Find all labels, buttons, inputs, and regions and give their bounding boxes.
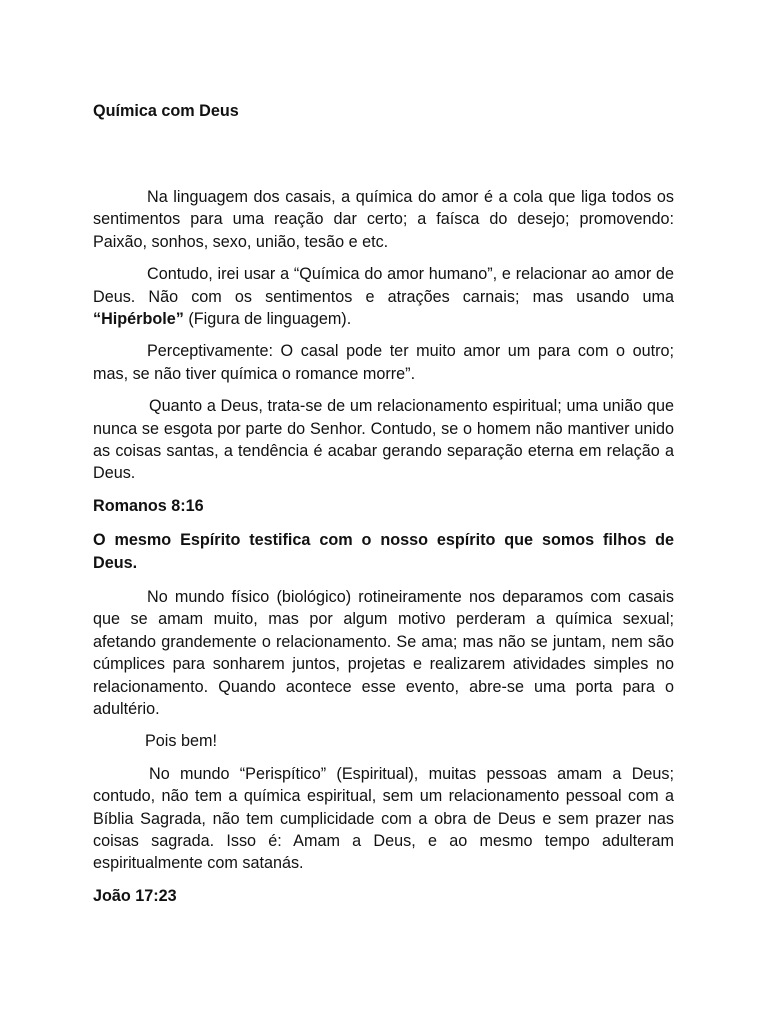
scripture-verse: O mesmo Espírito testifica com o nosso espírito que somos filhos de Deus. (93, 530, 674, 572)
paragraph-7: No mundo “Perispítico” (Espiritual), muitas pessoas amam a Deus; contudo, não tem a química espiritual, sem um relacionamento pessoal com a Bíblia Sagrada, não tem cumplicidade com a obra de Deus e sem prazer nas coisas sagrada. Isso é: Amam a Deus, e ao mesmo tempo adulteram espiritualmente com satanás. (93, 764, 674, 873)
paragraph-2-text-a: Contudo, irei usar a “Química do amor humano”, e relacionar ao amor de Deus. Não com os sentimentos e atrações carnais; mas usando uma (93, 265, 674, 306)
paragraph-3: Perceptivamente: O casal pode ter muito amor um para com o outro; mas, se não tiver química o romance morre”. (93, 342, 674, 383)
paragraph-2 (93, 263, 674, 330)
scripture-reference-joao: João 17:23 (93, 886, 177, 905)
paragraph-5: No mundo físico (biológico) rotineiramente nos deparamos com casais que se amam muito, mas por algum motivo perderam a química sexual; afetando grandemente o relacionamento. Se ama; mas não se juntam, nem são cúmplices para sonharem juntos, projetas e realizarem atividades simples no relacionamento. Quando acontece esse evento, abre-se uma porta para o adultério. (93, 587, 674, 718)
document-page (93, 100, 674, 919)
paragraph-4: Quanto a Deus, trata-se de um relacionamento espiritual; uma união que nunca se esgota por parte do Senhor. Contudo, se o homem não mantiver unido as coisas santas, a tendência é acabar gerando separação eterna em relação a Deus. (93, 397, 674, 483)
paragraph-1: Na linguagem dos casais, a química do amor é a cola que liga todos os sentimentos para uma reação dar certo; a faísca do desejo; promovendo: Paixão, sonhos, sexo, união, tesão e etc. (93, 188, 674, 251)
document-title: Química com Deus (93, 102, 239, 120)
hiperbole-term: “Hipérbole” (93, 310, 184, 329)
paragraph-6: Pois bem! (145, 732, 217, 751)
paragraph-2-text-b: (Figura de linguagem). (183, 310, 352, 329)
scripture-reference-romanos: Romanos 8:16 (93, 496, 204, 515)
